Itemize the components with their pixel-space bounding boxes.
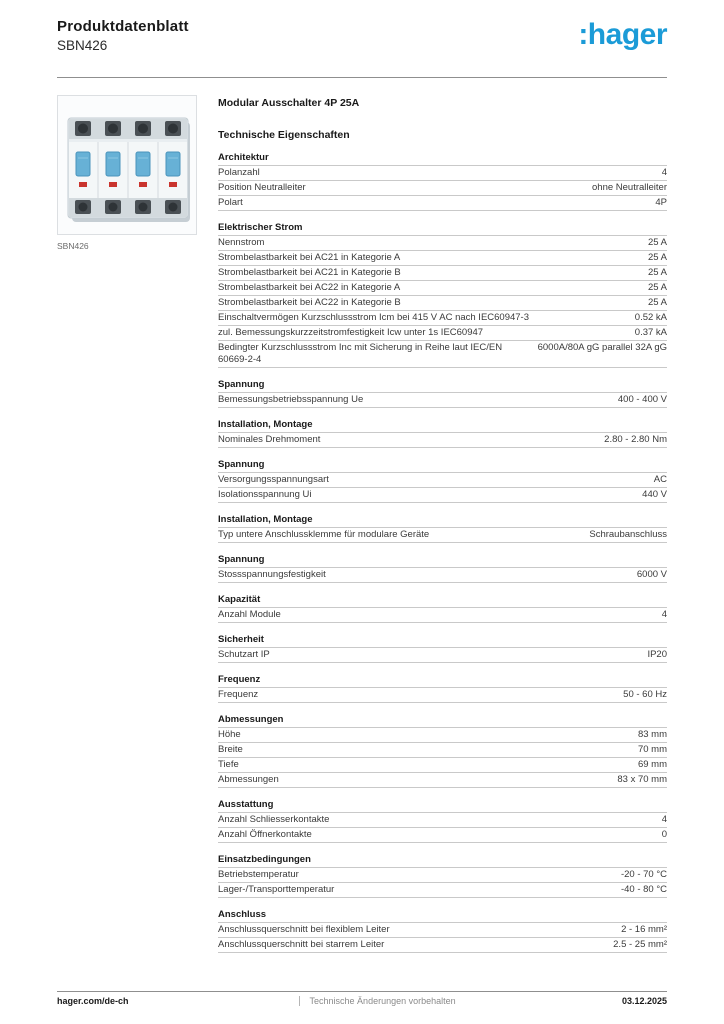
spec-label: Anzahl Schliesserkontakte — [218, 814, 330, 825]
spec-row — [218, 251, 667, 266]
document-title: Produktdatenblatt — [57, 18, 189, 35]
spec-value: 70 mm — [637, 744, 667, 755]
spec-section — [218, 797, 667, 843]
spec-row — [218, 568, 667, 583]
spec-row — [218, 813, 667, 828]
spec-value: 6000A/80A gG parallel 32A gG — [537, 342, 667, 353]
spec-value: 0.37 kA — [634, 327, 667, 338]
spec-value: -20 - 70 °C — [620, 869, 667, 880]
spec-section-title: Kapazität — [218, 592, 667, 608]
spec-label: Typ untere Anschlussklemme für modulare Geräte — [218, 529, 430, 540]
spec-label: Schutzart IP — [218, 649, 270, 660]
spec-value: ohne Neutralleiter — [592, 182, 667, 193]
spec-row — [218, 688, 667, 703]
spec-value: 440 V — [642, 489, 667, 500]
spec-value: AC — [653, 474, 667, 485]
spec-label: Polanzahl — [218, 167, 260, 178]
spec-row — [218, 181, 667, 196]
spec-value: 4 — [661, 814, 667, 825]
spec-label: Nominales Drehmoment — [218, 434, 321, 445]
product-name: Modular Ausschalter 4P 25A — [218, 97, 360, 109]
footer-website-link[interactable]: hager.com/de-ch — [57, 996, 129, 1006]
spec-value: 50 - 60 Hz — [623, 689, 667, 700]
spec-section-title: Spannung — [218, 552, 667, 568]
spec-row — [218, 938, 667, 953]
spec-section — [218, 672, 667, 703]
spec-row — [218, 341, 667, 368]
spec-row — [218, 758, 667, 773]
spec-value: 4P — [655, 197, 667, 208]
spec-value: 25 A — [647, 282, 667, 293]
spec-label: Anzahl Öffnerkontakte — [218, 829, 312, 840]
spec-value: Schraubanschluss — [589, 529, 667, 540]
footer-disclaimer: Technische Änderungen vorbehalten — [299, 996, 456, 1006]
spec-section — [218, 220, 667, 368]
circuit-breaker-illustration — [58, 96, 197, 235]
spec-value: 0 — [661, 829, 667, 840]
spec-row — [218, 488, 667, 503]
spec-section-title: Ausstattung — [218, 797, 667, 813]
image-column — [57, 95, 197, 953]
product-image — [57, 95, 197, 235]
spec-label: Bemessungsbetriebsspannung Ue — [218, 394, 364, 405]
spec-value: 2 - 16 mm² — [621, 924, 667, 935]
spec-column — [218, 95, 667, 953]
spec-sections — [218, 150, 667, 953]
spec-label: Betriebstemperatur — [218, 869, 299, 880]
spec-row — [218, 326, 667, 341]
spec-label: Anschlussquerschnitt bei flexiblem Leiter — [218, 924, 390, 935]
spec-section-title: Spannung — [218, 377, 667, 393]
image-caption: SBN426 — [57, 241, 89, 251]
spec-section — [218, 552, 667, 583]
spec-row — [218, 236, 667, 251]
spec-row — [218, 608, 667, 623]
spec-section — [218, 907, 667, 953]
spec-section — [218, 457, 667, 503]
spec-section — [218, 377, 667, 408]
spec-label: Frequenz — [218, 689, 259, 700]
spec-section-title: Elektrischer Strom — [218, 220, 667, 236]
spec-section — [218, 852, 667, 898]
spec-label: Position Neutralleiter — [218, 182, 306, 193]
spec-section-title: Einsatzbedingungen — [218, 852, 667, 868]
spec-label: Strombelastbarkeit bei AC21 in Kategorie B — [218, 267, 401, 278]
spec-row — [218, 868, 667, 883]
spec-value: 4 — [661, 609, 667, 620]
spec-label: Strombelastbarkeit bei AC22 in Kategorie B — [218, 297, 401, 308]
spec-row — [218, 296, 667, 311]
spec-row — [218, 473, 667, 488]
spec-value: 400 - 400 V — [617, 394, 667, 405]
footer-date: 03.12.2025 — [621, 996, 667, 1006]
spec-label: Abmessungen — [218, 774, 279, 785]
spec-value: 2.80 - 2.80 Nm — [604, 434, 667, 445]
spec-row — [218, 528, 667, 543]
spec-label: Anzahl Module — [218, 609, 281, 620]
spec-label: Nennstrom — [218, 237, 265, 248]
hager-logo: :hager — [578, 18, 667, 51]
page-header — [57, 18, 667, 78]
spec-row — [218, 773, 667, 788]
spec-row — [218, 266, 667, 281]
spec-label: Tiefe — [218, 759, 239, 770]
spec-row — [218, 166, 667, 181]
spec-label: Strombelastbarkeit bei AC22 in Kategorie A — [218, 282, 401, 293]
spec-row — [218, 281, 667, 296]
spec-value: 25 A — [647, 267, 667, 278]
spec-section-title: Installation, Montage — [218, 417, 667, 433]
content-area — [57, 95, 667, 953]
spec-value: 25 A — [647, 297, 667, 308]
spec-label: Versorgungsspannungsart — [218, 474, 329, 485]
spec-label: Lager-/Transporttemperatur — [218, 884, 335, 895]
spec-value: 25 A — [647, 237, 667, 248]
spec-label: Anschlussquerschnitt bei starrem Leiter — [218, 939, 385, 950]
spec-section-title: Abmessungen — [218, 712, 667, 728]
spec-value: -40 - 80 °C — [620, 884, 667, 895]
spec-section-title: Frequenz — [218, 672, 667, 688]
spec-section — [218, 150, 667, 211]
spec-label: Breite — [218, 744, 243, 755]
spec-row — [218, 728, 667, 743]
spec-label: zul. Bemessungskurzzeitstromfestigkeit Icw unter 1s IEC60947 — [218, 327, 484, 338]
spec-label: Isolationsspannung Ui — [218, 489, 312, 500]
page-footer — [57, 991, 667, 1006]
spec-section — [218, 712, 667, 788]
spec-row — [218, 393, 667, 408]
spec-row — [218, 923, 667, 938]
spec-section-title: Architektur — [218, 150, 667, 166]
spec-row — [218, 196, 667, 211]
spec-section-title: Sicherheit — [218, 632, 667, 648]
spec-value: 4 — [661, 167, 667, 178]
spec-value: IP20 — [647, 649, 667, 660]
spec-section — [218, 512, 667, 543]
spec-row — [218, 883, 667, 898]
tech-properties-heading: Technische Eigenschaften — [218, 129, 350, 141]
spec-value: 0.52 kA — [634, 312, 667, 323]
spec-value: 83 x 70 mm — [617, 774, 667, 785]
spec-label: Strombelastbarkeit bei AC21 in Kategorie A — [218, 252, 401, 263]
spec-row — [218, 311, 667, 326]
spec-section-title: Anschluss — [218, 907, 667, 923]
spec-value: 69 mm — [637, 759, 667, 770]
spec-row — [218, 648, 667, 663]
spec-label: Polart — [218, 197, 243, 208]
spec-label: Bedingter Kurzschlussstrom Inc mit Sicherung in Reihe laut IEC/EN 60669-2-4 — [218, 342, 503, 365]
spec-section — [218, 632, 667, 663]
spec-value: 6000 V — [636, 569, 667, 580]
spec-label: Höhe — [218, 729, 241, 740]
spec-row — [218, 433, 667, 448]
spec-value: 83 mm — [637, 729, 667, 740]
product-reference: SBN426 — [57, 38, 108, 53]
spec-section — [218, 592, 667, 623]
spec-label: Einschaltvermögen Kurzschlussstrom Icm bei 415 V AC nach IEC60947-3 — [218, 312, 530, 323]
header-titles — [57, 18, 189, 53]
spec-section-title: Installation, Montage — [218, 512, 667, 528]
spec-label: Stossspannungsfestigkeit — [218, 569, 326, 580]
spec-value: 2.5 - 25 mm² — [613, 939, 667, 950]
spec-row — [218, 743, 667, 758]
spec-section — [218, 417, 667, 448]
spec-value: 25 A — [647, 252, 667, 263]
spec-row — [218, 828, 667, 843]
spec-section-title: Spannung — [218, 457, 667, 473]
